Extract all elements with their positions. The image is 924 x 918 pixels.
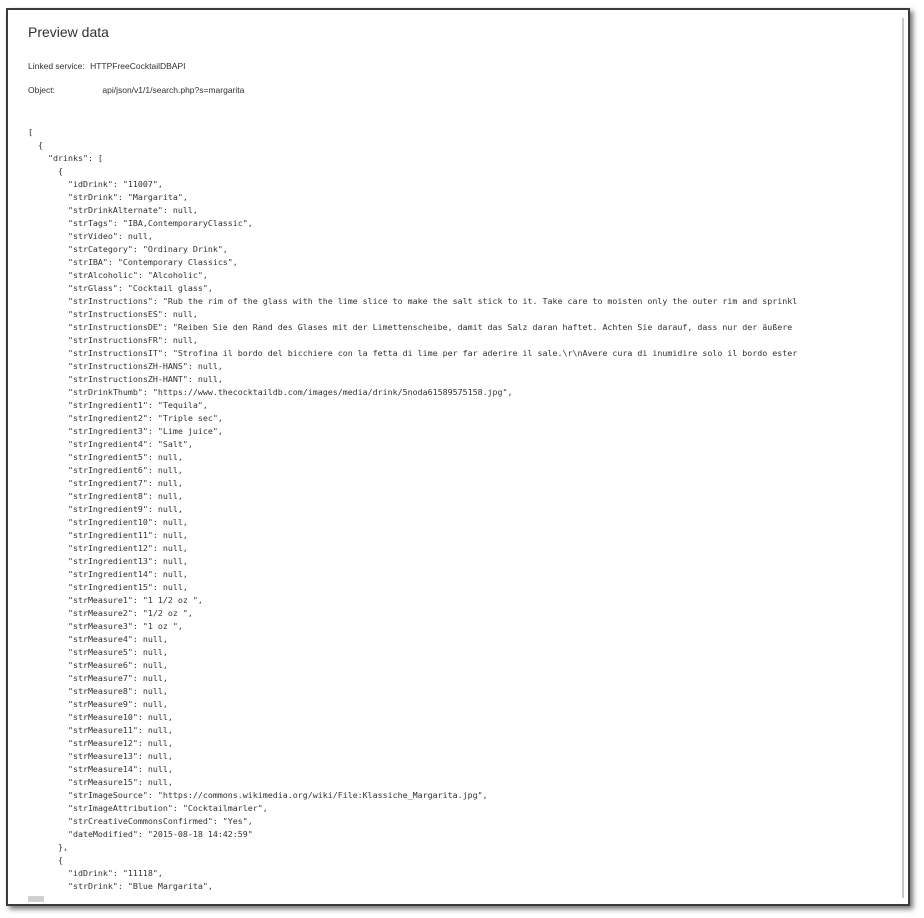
- json-line: "strIngredient9": null,: [28, 504, 183, 514]
- json-line: "strIngredient15": null,: [28, 582, 188, 592]
- panel-title: Preview data: [28, 24, 109, 40]
- object-row: [28, 85, 244, 95]
- json-line: "strInstructionsES": null,: [28, 309, 198, 319]
- json-line: "strMeasure8": null,: [28, 686, 168, 696]
- json-line: "strIngredient10": null,: [28, 517, 188, 527]
- json-line: "strIngredient4": "Salt",: [28, 439, 193, 449]
- json-line: "strDrink": "Margarita",: [28, 192, 188, 202]
- json-line: "strMeasure9": null,: [28, 699, 168, 709]
- linked-service-row: [28, 61, 186, 71]
- json-line: "strIngredient6": null,: [28, 465, 183, 475]
- json-line: "strMeasure11": null,: [28, 725, 173, 735]
- vertical-scrollbar[interactable]: [902, 18, 904, 898]
- object-label: Object:: [28, 85, 55, 95]
- json-line: "strMeasure7": null,: [28, 673, 168, 683]
- json-preview-area[interactable]: [28, 126, 908, 904]
- json-line: "strTags": "IBA,ContemporaryClassic",: [28, 218, 253, 228]
- json-code-block: [28, 126, 908, 893]
- json-line: "strMeasure12": null,: [28, 738, 173, 748]
- json-line: "strIngredient12": null,: [28, 543, 188, 553]
- json-line: "strInstructionsZH-HANS": null,: [28, 361, 223, 371]
- json-line: {: [28, 140, 43, 150]
- json-line: "strIngredient14": null,: [28, 569, 188, 579]
- json-line: "strInstructionsZH-HANT": null,: [28, 374, 223, 384]
- json-line: "strMeasure2": "1/2 oz ",: [28, 608, 193, 618]
- json-line: "idDrink": "11007",: [28, 179, 163, 189]
- json-line: "strMeasure4": null,: [28, 634, 168, 644]
- json-line: "strInstructionsDE": "Reiben Sie den Rand des Glases mit der Limettenscheibe, damit das Salz daran haftet. Achten Sie darauf, dass nur der äußere: [28, 322, 793, 332]
- json-line: "strIngredient1": "Tequila",: [28, 400, 208, 410]
- json-line: "strInstructionsFR": null,: [28, 335, 198, 345]
- json-line: "strIngredient13": null,: [28, 556, 188, 566]
- json-line: "strMeasure10": null,: [28, 712, 173, 722]
- json-line: "strMeasure13": null,: [28, 751, 173, 761]
- json-line: "strMeasure1": "1 1/2 oz ",: [28, 595, 203, 605]
- json-line: "strMeasure14": null,: [28, 764, 173, 774]
- json-line: "strIngredient5": null,: [28, 452, 183, 462]
- json-line: "dateModified": "2015-08-18 14:42:59": [28, 829, 253, 839]
- json-line: "strDrink": "Blue Margarita",: [28, 881, 213, 891]
- horizontal-scrollbar-thumb[interactable]: [28, 896, 44, 902]
- json-line: "drinks": [: [28, 153, 103, 163]
- json-line: "strMeasure6": null,: [28, 660, 168, 670]
- json-line: "strCreativeCommonsConfirmed": "Yes",: [28, 816, 253, 826]
- json-line: "strDrinkAlternate": null,: [28, 205, 198, 215]
- json-line: {: [28, 855, 63, 865]
- preview-data-panel: [6, 8, 910, 906]
- json-line: "strAlcoholic": "Alcoholic",: [28, 270, 208, 280]
- json-line: "strVideo": null,: [28, 231, 153, 241]
- json-line: "strIngredient7": null,: [28, 478, 183, 488]
- json-line: "strIngredient11": null,: [28, 530, 188, 540]
- json-line: {: [28, 166, 63, 176]
- json-line: },: [28, 842, 68, 852]
- linked-service-label: Linked service:: [28, 61, 85, 71]
- json-line: "strDrinkThumb": "https://www.thecocktaildb.com/images/media/drink/5noda61589575158.jpg",: [28, 387, 513, 397]
- json-line: "strImageAttribution": "Cocktailmarler",: [28, 803, 268, 813]
- json-line: "strGlass": "Cocktail glass",: [28, 283, 213, 293]
- json-line: "strMeasure3": "1 oz ",: [28, 621, 183, 631]
- object-value: api/json/v1/1/search.php?s=margarita: [102, 85, 245, 95]
- json-line: "strInstructions": "Rub the rim of the glass with the lime slice to make the salt stick to it. Take care to moisten only the outer rim and sprinkl: [28, 296, 798, 306]
- linked-service-value: HTTPFreeCocktailDBAPI: [90, 61, 186, 71]
- json-line: "strIBA": "Contemporary Classics",: [28, 257, 238, 267]
- json-line: "strIngredient8": null,: [28, 491, 183, 501]
- json-line: "strCategory": "Ordinary Drink",: [28, 244, 228, 254]
- json-line: "strIngredient3": "Lime juice",: [28, 426, 223, 436]
- json-line: "strInstructionsIT": "Strofina il bordo del bicchiere con la fetta di lime per far aderire il sale.\r\nAvere cura di inumidire solo il bordo ester: [28, 348, 798, 358]
- json-line: "strIngredient2": "Triple sec",: [28, 413, 223, 423]
- json-line: "idDrink": "11118",: [28, 868, 163, 878]
- json-line: "strImageSource": "https://commons.wikimedia.org/wiki/File:Klassiche_Margarita.jpg",: [28, 790, 488, 800]
- json-line: [: [28, 127, 33, 137]
- json-line: "strMeasure15": null,: [28, 777, 173, 787]
- json-line: "strMeasure5": null,: [28, 647, 168, 657]
